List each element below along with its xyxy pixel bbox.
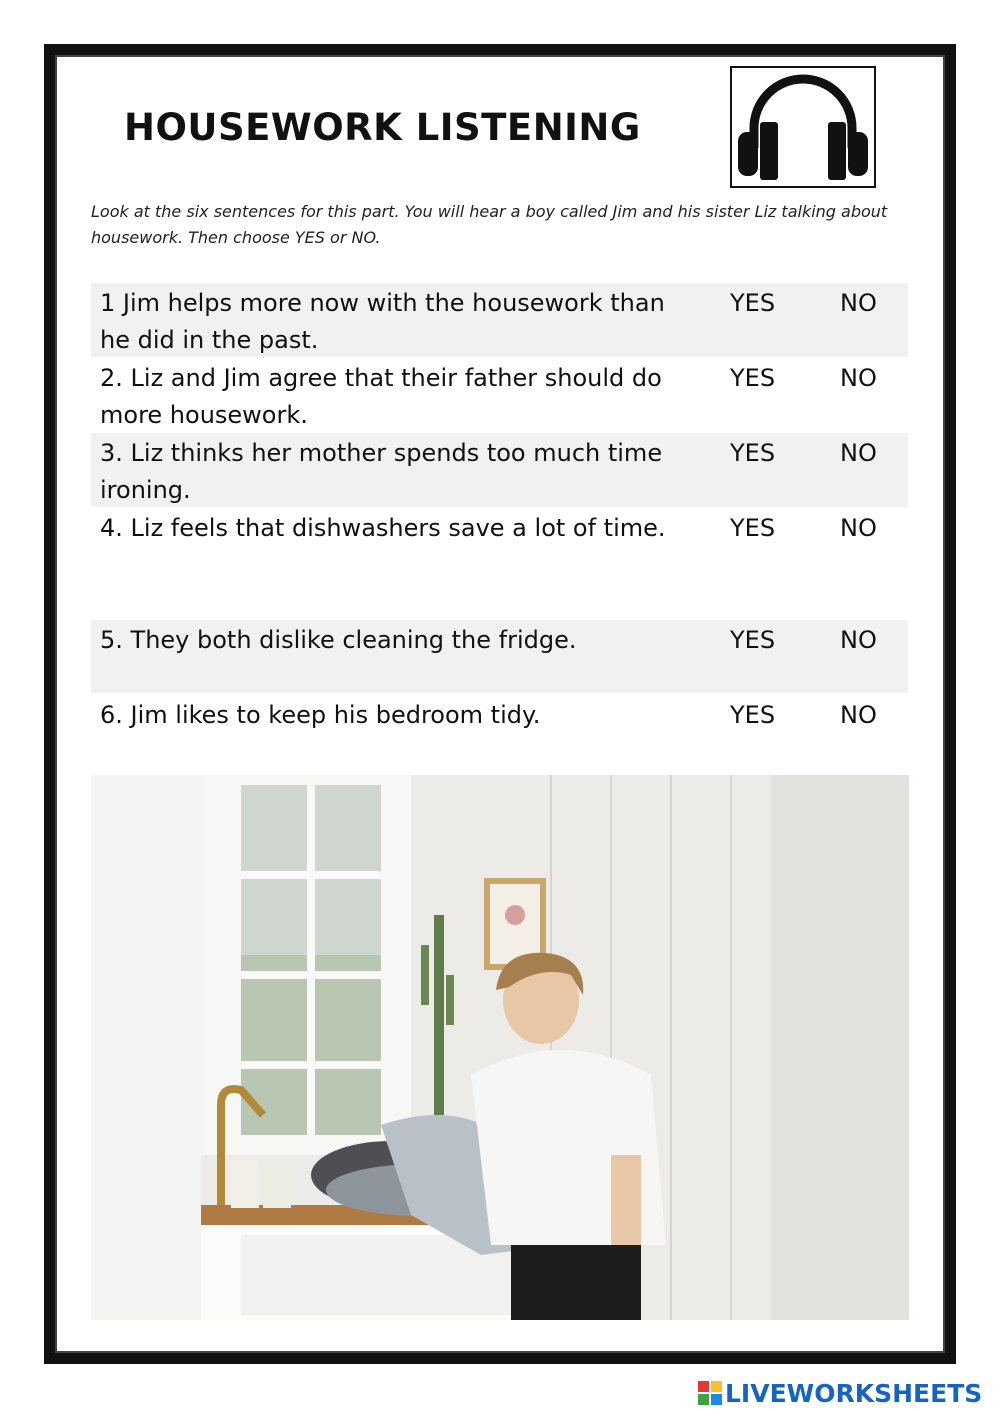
page-title: HOUSEWORK LISTENING bbox=[124, 106, 641, 149]
question-text: 4. Liz feels that dishwashers save a lot of time. bbox=[100, 514, 666, 542]
question-text: 2. Liz and Jim agree that their father should do more housework. bbox=[100, 364, 662, 429]
yes-option[interactable]: YES bbox=[730, 626, 776, 654]
liveworksheets-logo-icon bbox=[698, 1381, 722, 1405]
laundry-photo bbox=[91, 775, 909, 1320]
question-row-4 bbox=[91, 508, 908, 619]
question-text: 6. Jim likes to keep his bedroom tidy. bbox=[100, 701, 541, 729]
brand-watermark bbox=[698, 1378, 982, 1408]
no-option[interactable]: NO bbox=[840, 626, 877, 654]
yes-option[interactable]: YES bbox=[730, 289, 776, 317]
brand-text: LIVEWORKSHEETS bbox=[725, 1378, 983, 1408]
question-text: 1 Jim helps more now with the housework than he did in the past. bbox=[100, 289, 665, 354]
question-text: 3. Liz thinks her mother spends too much time ironing. bbox=[100, 439, 663, 504]
no-option[interactable]: NO bbox=[840, 439, 877, 467]
no-option[interactable]: NO bbox=[840, 364, 877, 392]
headphones-button[interactable] bbox=[730, 66, 876, 188]
no-option[interactable]: NO bbox=[840, 289, 877, 317]
question-row-6 bbox=[91, 695, 908, 769]
question-row-2 bbox=[91, 358, 908, 432]
instructions: Look at the six sentences for this part. You will hear a boy called Jim and his sister Liz talking about housework. Then choose YES or NO. bbox=[91, 202, 888, 247]
yes-option[interactable]: YES bbox=[730, 364, 776, 392]
headphones-icon bbox=[732, 68, 874, 186]
yes-option[interactable]: YES bbox=[730, 439, 776, 467]
no-option[interactable]: NO bbox=[840, 701, 877, 729]
no-option[interactable]: NO bbox=[840, 514, 877, 542]
question-text: 5. They both dislike cleaning the fridge. bbox=[100, 626, 577, 654]
yes-option[interactable]: YES bbox=[730, 701, 776, 729]
question-row-5 bbox=[91, 620, 908, 693]
question-row-3 bbox=[91, 433, 908, 507]
yes-option[interactable]: YES bbox=[730, 514, 776, 542]
question-row-1 bbox=[91, 283, 908, 357]
